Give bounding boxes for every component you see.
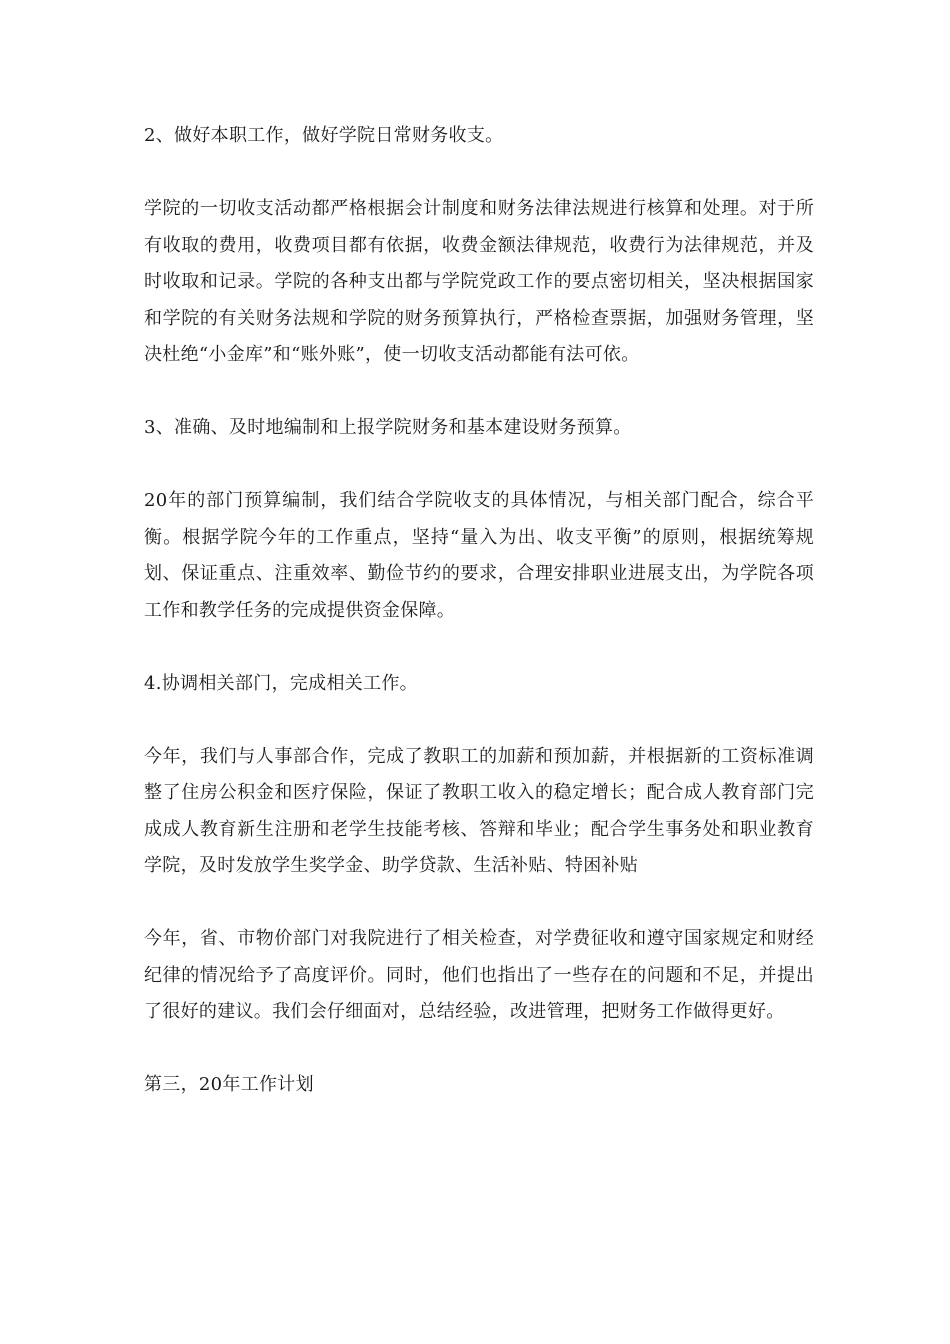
- spacer: [144, 374, 814, 411]
- spacer: [144, 155, 814, 192]
- paragraph-financial-income-expenditure: 学院的一切收支活动都严格根据会计制度和财务法律法规进行核算和处理。对于所有收取的费用，收费项目都有依据，收费金额法律规范，收费行为法律规范，并及时收取和记录。学院的各种支出都与学院党政工作的要点密切相关，坚决根据国家和学院的有关财务法规和学院的财务预算执行，严格检查票据，加强财务管理，坚决杜绝“小金库”和“账外账”，使一切收支活动都能有法可依。: [144, 198, 814, 365]
- section-heading-4: 4.协调相关部门，完成相关工作。: [144, 672, 418, 694]
- section-heading-3: 3、准确、及时地编制和上报学院财务和基本建设财务预算。: [144, 417, 632, 438]
- spacer: [144, 629, 814, 666]
- paragraph-budget-preparation: 20年的部门预算编制，我们结合学院收支的具体情况，与相关部门配合，综合平衡。根据学院今年的工作重点，坚持“量入为出、收支平衡”的原则，根据统筹规划、保证重点、注重效率、勤俭节约的要求，合理安排职业进展支出，为学院各项工作和教学任务的完成提供资金保障。: [144, 490, 814, 621]
- paragraph-price-inspection: 今年，省、市物价部门对我院进行了相关检查，对学费征收和遵守国家规定和财经纪律的情况给予了高度评价。同时，他们也指出了一些存在的问题和不足，并提出了很好的建议。我们会仔细面对，总结经验，改进管理，把财务工作做得更好。: [144, 928, 814, 1022]
- spacer: [144, 447, 814, 484]
- section-heading-2: 2、做好本职工作，做好学院日常财务收支。: [144, 125, 504, 146]
- paragraph-department-coordination: 今年，我们与人事部合作，完成了教职工的加薪和预加薪，并根据新的工资标准调整了住房公积金和医疗保险，保证了教职工收入的稳定增长；配合成人教育部门完成成人教育新生注册和老学生技能考核、答辩和毕业；配合学生事务处和职业教育学院，及时发放学生奖学金、助学贷款、生活补贴、特困补贴: [144, 745, 814, 876]
- spacer: [144, 885, 814, 922]
- spacer: [144, 1031, 814, 1068]
- section-heading-work-plan: 第三，20年工作计划: [144, 1074, 314, 1095]
- document-body: [144, 118, 814, 1104]
- spacer: [144, 702, 814, 739]
